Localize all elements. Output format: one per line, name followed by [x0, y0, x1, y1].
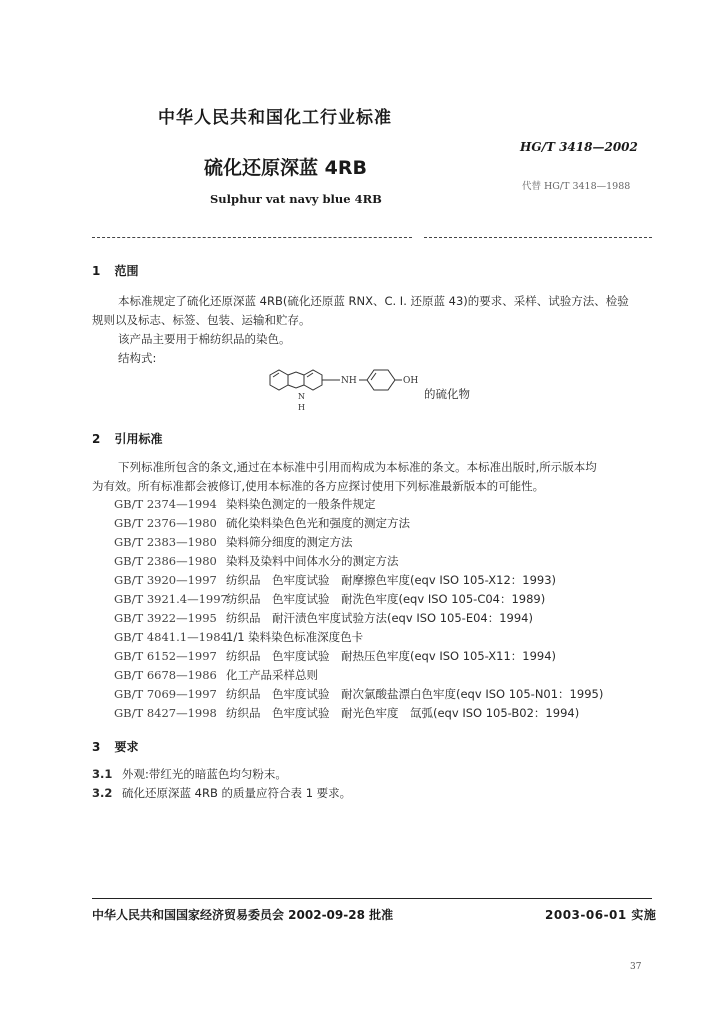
reference-title: 硫化染料染色色光和强度的测定方法 [226, 516, 410, 530]
requirement-number: 3.2 [92, 786, 113, 800]
replaces-note: 代替 HG/T 3418—1988 [522, 181, 631, 192]
reference-item [114, 610, 533, 626]
header-divider-right [424, 237, 652, 238]
reference-title: 染料筛分细度的测定方法 [226, 535, 353, 549]
reference-item [114, 648, 556, 664]
reference-item [114, 496, 376, 512]
reference-code: GB/T 2383—1980 [114, 535, 217, 549]
section-1-paragraph-line2: 规则以及标志、标签、包装、运输和贮存。 [92, 313, 311, 327]
reference-item [114, 553, 399, 569]
hydroxyl-label: OH [403, 376, 419, 386]
section-2-number: 2 [92, 432, 101, 446]
reference-item [114, 629, 363, 645]
section-2-paragraph-line2: 为有效。所有标准都会被修订,使用本标准的各方应探讨使用下列标准最新版本的可能性。 [92, 479, 545, 493]
reference-item [114, 591, 545, 607]
reference-title: 纺织品 色牢度试验 耐次氯酸盐漂白色牢度(eqv ISO 105-N01：1995) [226, 687, 604, 701]
reference-code: GB/T 8427—1998 [114, 706, 217, 720]
section-2-heading [92, 430, 163, 447]
page-number: 37 [630, 962, 642, 972]
reference-code: GB/T 2374—1994 [114, 497, 217, 511]
reference-item [114, 534, 353, 550]
effective-date: 2003-06-01 实施 [545, 908, 657, 922]
reference-item [114, 515, 410, 531]
reference-code: GB/T 3922—1995 [114, 611, 217, 625]
requirement-item [92, 766, 287, 782]
reference-title: 纺织品 色牢度试验 耐摩擦色牢度(eqv ISO 105-X12：1993) [226, 573, 557, 587]
reference-item [114, 705, 579, 721]
header-divider-left [92, 237, 412, 238]
reference-code: GB/T 2376—1980 [114, 516, 217, 530]
reference-code: GB/T 3921.4—1997 [114, 592, 228, 606]
reference-title: 纺织品 色牢度试验 耐洗色牢度(eqv ISO 105-C04：1989) [226, 592, 546, 606]
reference-item [114, 686, 603, 702]
approval-line: 中华人民共和国国家经济贸易委员会 2002-09-28 批准 [92, 908, 394, 922]
section-1-number: 1 [92, 264, 101, 278]
reference-title: 纺织品 色牢度试验 耐热压色牢度(eqv ISO 105-X11：1994) [226, 649, 557, 663]
requirement-text: 外观:带红光的暗蓝色均匀粉末。 [122, 767, 287, 781]
reference-code: GB/T 2386—1980 [114, 554, 217, 568]
reference-code: GB/T 6152—1997 [114, 649, 217, 663]
reference-title: 染料及染料中间体水分的测定方法 [226, 554, 399, 568]
ring-hydrogen-label: H [298, 403, 305, 412]
structural-formula [262, 360, 432, 414]
section-3-number: 3 [92, 740, 101, 754]
reference-item [114, 667, 318, 683]
section-3-heading [92, 738, 139, 755]
requirement-number: 3.1 [92, 767, 113, 781]
title-chinese: 硫化还原深蓝 4RB [204, 157, 367, 179]
requirement-item [92, 785, 351, 801]
reference-title: 化工产品采样总则 [226, 668, 318, 682]
title-english: Sulphur vat navy blue 4RB [210, 192, 382, 206]
amine-label: NH [341, 376, 357, 386]
reference-code: GB/T 4841.1—1984 [114, 630, 228, 644]
reference-code: GB/T 3920—1997 [114, 573, 217, 587]
section-1-title: 范围 [114, 264, 139, 278]
standard-number: HG/T 3418—2002 [520, 140, 638, 154]
reference-title: 染料染色测定的一般条件规定 [226, 497, 376, 511]
reference-title: 纺织品 色牢度试验 耐光色牢度 氙弧(eqv ISO 105-B02：1994) [226, 706, 580, 720]
section-1-structure-label: 结构式: [118, 351, 157, 365]
ring-nitrogen-label: N [298, 392, 305, 401]
reference-title: 纺织品 耐汗渍色牢度试验方法(eqv ISO 105-E04：1994) [226, 611, 533, 625]
issuer-heading: 中华人民共和国化工行业标准 [158, 108, 392, 128]
section-2-paragraph-line1: 下列标准所包含的条文,通过在本标准中引用而构成为本标准的条文。本标准出版时,所示版本均 [118, 460, 597, 474]
section-1-paragraph-line1: 本标准规定了硫化还原深蓝 4RB(硫化还原蓝 RNX、C. I. 还原蓝 43)的要求、采样、试验方法、检验 [118, 294, 629, 308]
formula-suffix: 的硫化物 [424, 387, 470, 401]
requirement-text: 硫化还原深蓝 4RB 的质量应符合表 1 要求。 [122, 786, 352, 800]
reference-title: 1/1 染料染色标准深度色卡 [226, 630, 364, 644]
reference-code: GB/T 6678—1986 [114, 668, 217, 682]
section-1-heading [92, 262, 139, 279]
section-2-title: 引用标准 [114, 432, 163, 446]
carbazole-ring [270, 370, 322, 390]
footer-divider [92, 898, 652, 899]
reference-code: GB/T 7069—1997 [114, 687, 217, 701]
section-1-usage: 该产品主要用于棉纺织品的染色。 [118, 332, 291, 346]
phenol-ring [367, 370, 395, 390]
section-3-title: 要求 [114, 740, 139, 754]
reference-item [114, 572, 556, 588]
